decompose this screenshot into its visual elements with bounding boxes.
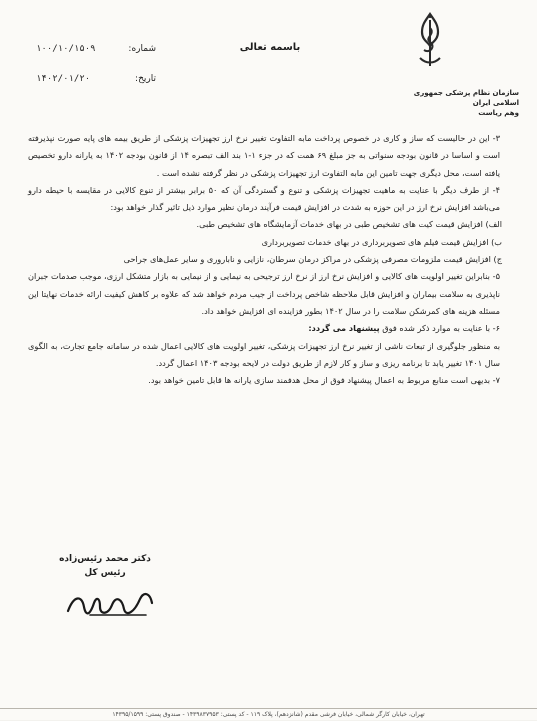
medical-council-emblem-icon	[410, 10, 450, 70]
sub-item-jim: ج) افزایش قیمت ملزومات مصرفی پزشکی در مراکز درمان سرطان، نازایی و نابار‌وری و سایر عمل‌های جراحی	[123, 254, 502, 265]
paragraph-6-lead: ۶- با عنایت به موارد ذکر شده فوق	[379, 323, 500, 334]
paragraph-7: ۷- بدیهی است منابع مربوط به اعمال پیشنهاد فوق از محل هدفمند سازی یارانه ها قابل تامین خواهد بود.	[148, 375, 500, 386]
signer-block	[50, 552, 160, 580]
sub-item-alef: الف) افزایش قیمت کیت های تشخیص طبی در بهای خدمات آزمایشگاه های تشخیص طبی.	[196, 219, 502, 230]
signer-title: رئیس کل	[84, 568, 126, 578]
handwritten-signature-icon	[60, 585, 160, 623]
signer-name: دکتر محمد رئیس‌زاده	[59, 554, 151, 564]
organization-subtitle: وهم ریاست	[478, 109, 519, 117]
letter-meta	[36, 34, 156, 94]
paragraph-5: ۵- بنابراین تغییر اولویت های کالایی و افزایش نرخ ارز از نرخ ارز ترجیحی به نیمایی و از نیمایی به بازار متشکل ارزی، موجب صدمات جبران ناپذیری به سلامت بیماران و افزایش قابل ملاحظه شاخص پرداخت از جیب مردم خواهد شد که علاوه بر کاهش کیفیت ارائه خدمات نهایتا این مسئله هزینه های کمرشکن سلامت را در سال ۱۴۰۲ بطور فزاینده ای افزایش خواهد داد.	[28, 271, 500, 316]
paragraph-6	[28, 320, 506, 337]
number-row	[36, 34, 156, 64]
organization-name	[401, 88, 519, 118]
date-row	[36, 64, 156, 94]
paragraph-3: ۳- این در حالیست که ساز و کاری در خصوص پرداخت مابه التفاوت تغییر نرخ ارز تجهیزات پزشکی از طریق بیمه های پایه صورت نپذیرفته است و اساسا در قانون بودجه سنواتی به جز مبلغ ۶۹ همت که در جزء ۱-۱ بند الف تبصره ۱۴ از قانون بودجه ۱۴۰۲ به یارانه دارو تخصیص یافته است، محل دیگری جهت تامین این مابه التفاوت ارز تجهیزات پزشکی در نظر گرفته نشده است .	[28, 133, 501, 178]
date-label: تاریخ:	[135, 74, 156, 84]
letterhead-footer: تهران، خیابان کارگر شمالی، خیابان فرشی مقدم (شانزدهم)، پلاک ۱۱۹ - کد پستی: ۱۴۳۹۸۳۷۹۵۳ - صندوق پستی: ۱۴۳۹۵/۱۵۹۹	[0, 708, 537, 721]
letter-body	[28, 130, 506, 389]
date-value: ۱۴۰۲/۰۱/۲۰	[36, 74, 91, 84]
number-label: شماره:	[128, 44, 156, 54]
number-value: ۱۰۰/۱۰/۱۵۰۹	[36, 44, 96, 54]
paragraph-4: ۴- از طرف دیگر با عنایت به ماهیت تجهیزات پزشکی و تنوع و گستردگی آن که ۵۰ برابر بیشتر از تنوع کالایی در مقایسه با حیطه دارو می‌باشد افزایش نرخ ارز در این حوزه به شدت در افزایش قیمت فرآیند درمان نظیر موارد ذیل تاثیر گذار خواهد بود:	[28, 184, 501, 213]
organization-title: سازمان نظام پزشکی جمهوری اسلامی ایران	[413, 89, 519, 107]
proposal-heading: پیشنهاد می گردد:	[308, 323, 380, 334]
bismillah-heading: باسمه تعالی	[239, 42, 301, 53]
paragraph-6-body: به منظور جلوگیری از تبعات ناشی از تغییر نرخ ارز تجهیزات پزشکی، تغییر اولویت های کالایی اعمال شده در سامانه جامع تجارت، به الگوی سال ۱۴۰۱ تغییر یابد تا برنامه ریزی و ساز و کار لازم از طریق دولت در لایحه بودجه ۱۴۰۳ اعمال گردد.	[28, 340, 500, 368]
sub-item-be: ب) افزایش قیمت فیلم های تصویربرداری در بهای خدمات تصویربرداری	[261, 236, 502, 247]
